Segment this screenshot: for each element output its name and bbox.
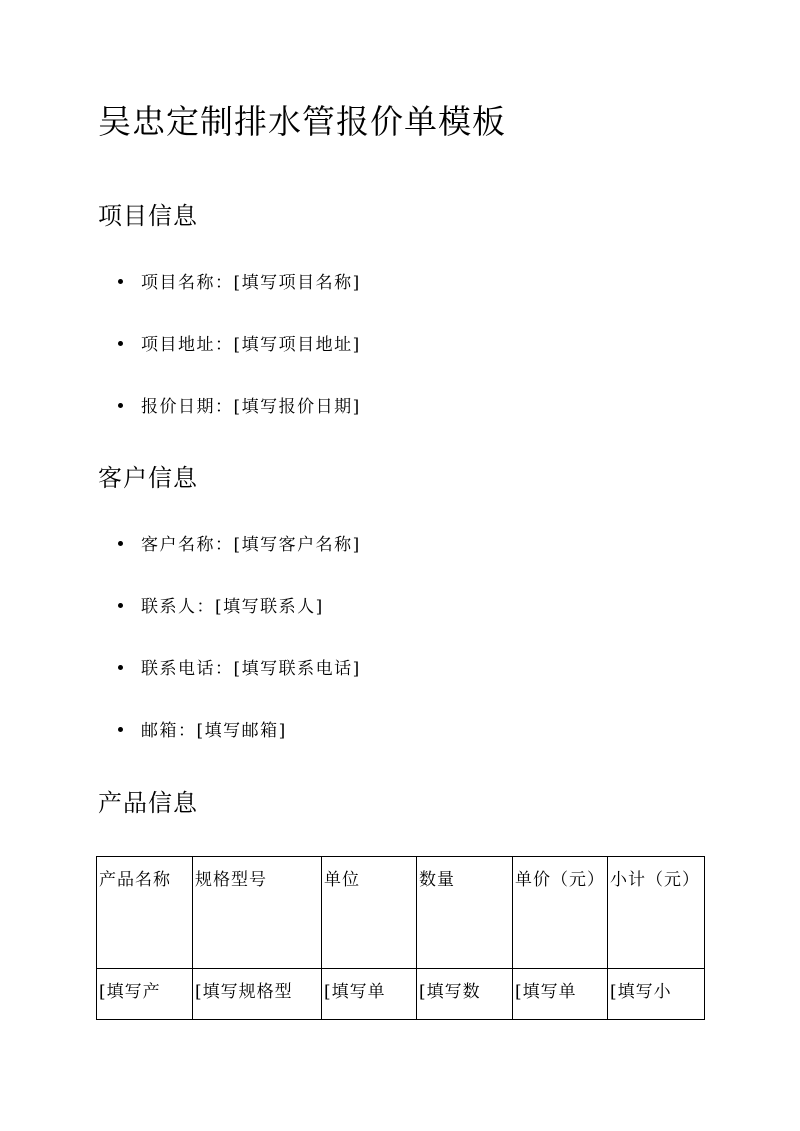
contact-person-field: 联系人：[填写联系人] <box>141 597 324 617</box>
contact-phone-field: 联系电话：[填写联系电话] <box>141 659 361 679</box>
email-field: 邮箱：[填写邮箱] <box>141 721 287 741</box>
table-row <box>97 969 705 1020</box>
list-item <box>118 335 361 355</box>
bullet-icon <box>118 341 123 346</box>
section-heading-project: 项目信息 <box>98 202 198 230</box>
column-header-unit: 单位 <box>322 857 417 969</box>
table-cell-unit: [填写单 <box>322 969 417 1020</box>
product-table <box>96 856 705 1020</box>
column-header-quantity: 数量 <box>417 857 513 969</box>
bullet-icon <box>118 603 123 608</box>
list-item <box>118 597 324 617</box>
document-title: 吴忠定制排水管报价单模板 <box>98 102 506 141</box>
column-header-unit-price: 单价（元） <box>513 857 608 969</box>
table-cell-spec-model: [填写规格型 <box>193 969 322 1020</box>
quote-date-field: 报价日期：[填写报价日期] <box>141 397 361 417</box>
list-item <box>118 397 361 417</box>
table-cell-subtotal: [填写小 <box>608 969 705 1020</box>
list-item <box>118 721 287 741</box>
table-header-row <box>97 857 705 969</box>
section-heading-client: 客户信息 <box>98 464 198 492</box>
column-header-spec-model: 规格型号 <box>193 857 322 969</box>
bullet-icon <box>118 541 123 546</box>
bullet-icon <box>118 403 123 408</box>
list-item <box>118 273 361 293</box>
project-name-field: 项目名称：[填写项目名称] <box>141 273 361 293</box>
bullet-icon <box>118 727 123 732</box>
bullet-icon <box>118 665 123 670</box>
list-item <box>118 535 361 555</box>
section-heading-product: 产品信息 <box>98 789 198 817</box>
list-item <box>118 659 361 679</box>
table-cell-unit-price: [填写单 <box>513 969 608 1020</box>
table-cell-quantity: [填写数 <box>417 969 513 1020</box>
column-header-subtotal: 小计（元） <box>608 857 705 969</box>
table-cell-product-name: [填写产 <box>97 969 193 1020</box>
bullet-icon <box>118 279 123 284</box>
client-name-field: 客户名称：[填写客户名称] <box>141 535 361 555</box>
project-address-field: 项目地址：[填写项目地址] <box>141 335 361 355</box>
column-header-product-name: 产品名称 <box>97 857 193 969</box>
